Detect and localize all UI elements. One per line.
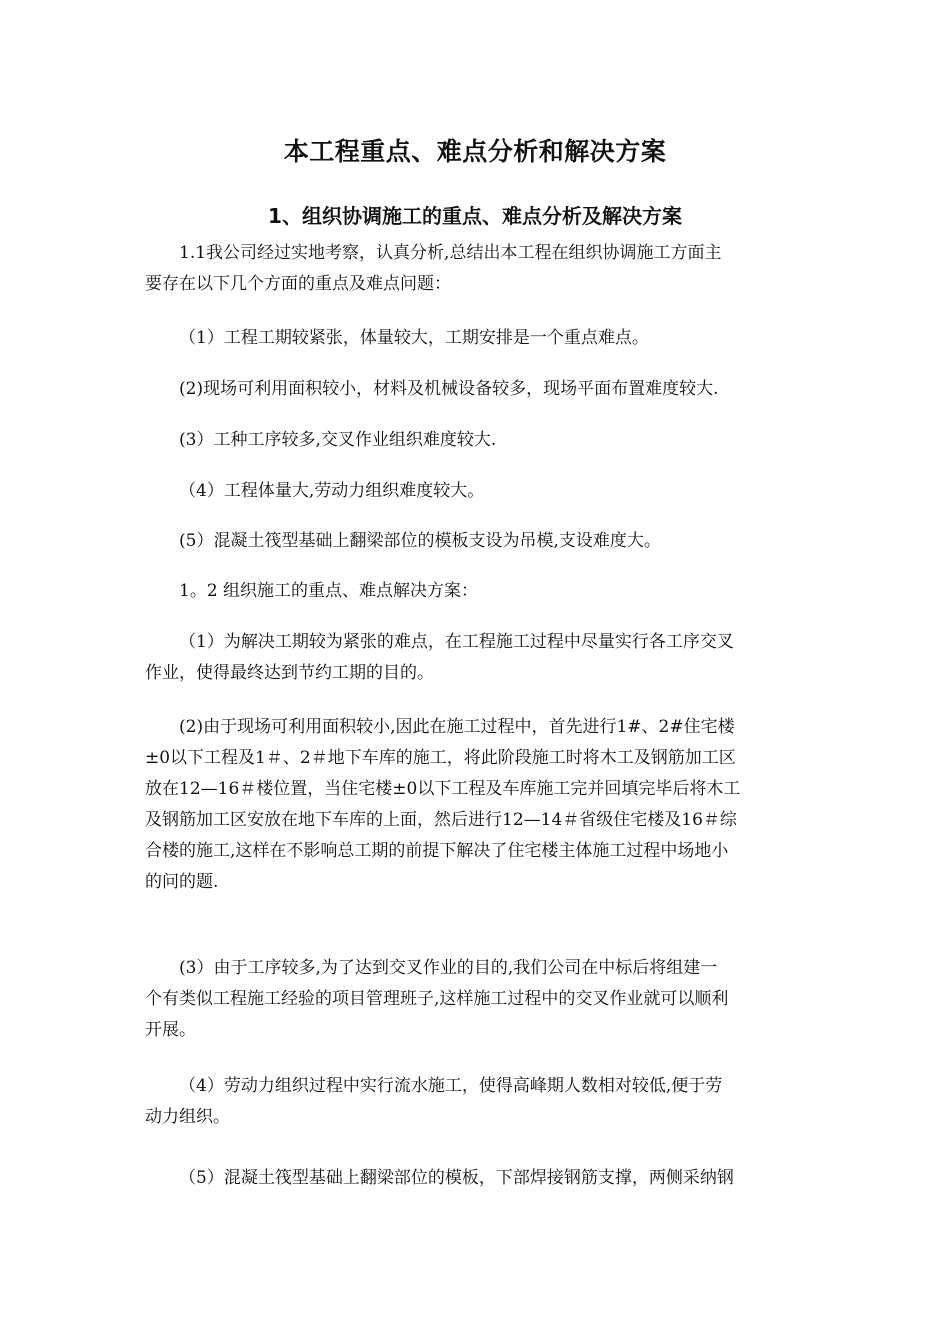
solution-1 bbox=[145, 627, 811, 689]
solution-2 bbox=[145, 712, 811, 898]
paragraph-line: 的问的题. bbox=[145, 872, 219, 892]
paragraph-item-1 bbox=[145, 323, 811, 354]
paragraph-line: (5）混凝土筏型基础上翻梁部位的模板支设为吊模,支设难度大。 bbox=[179, 531, 661, 551]
page-title: 本工程重点、难点分析和解决方案 bbox=[283, 137, 667, 166]
solution-4 bbox=[145, 1071, 811, 1133]
paragraph-line: 要存在以下几个方面的重点及难点问题： bbox=[145, 274, 451, 294]
paragraph-line: 及钢筋加工区安放在地下车库的上面，然后进行12—14＃省级住宅楼及16＃综 bbox=[145, 810, 737, 830]
paragraph-item-3 bbox=[145, 425, 811, 456]
paragraph-item-2 bbox=[145, 374, 811, 405]
paragraph-line: （4）劳动力组织过程中实行流水施工，使得高峰期人数相对较低,便于劳 bbox=[179, 1076, 723, 1096]
paragraph-item-5 bbox=[145, 526, 811, 557]
paragraph-line: 动力组织。 bbox=[145, 1107, 230, 1127]
paragraph-line: （4）工程体量大,劳动力组织难度较大。 bbox=[179, 481, 485, 501]
paragraph-line: （1）为解决工期较为紧张的难点，在工程施工过程中尽量实行各工序交叉 bbox=[179, 632, 734, 652]
solution-5 bbox=[145, 1163, 811, 1194]
paragraph-item-4 bbox=[145, 476, 811, 507]
paragraph-line: 开展。 bbox=[145, 1020, 196, 1040]
paragraph-line: ±0以下工程及1＃、2＃地下车库的施工，将此阶段施工时将木工及钢筋加工区 bbox=[145, 748, 736, 768]
paragraph-1-2 bbox=[145, 576, 811, 607]
paragraph-line: 个有类似工程施工经验的项目管理班子,这样施工过程中的交叉作业就可以顺利 bbox=[145, 989, 729, 1009]
section-heading: 1、组织协调施工的重点、难点分析及解决方案 bbox=[268, 204, 682, 228]
paragraph-line: 作业，使得最终达到节约工期的目的。 bbox=[145, 663, 434, 683]
paragraph-line: （5）混凝土筏型基础上翻梁部位的模板，下部焊接钢筋支撑，两侧采纳钢 bbox=[179, 1168, 734, 1188]
paragraph-line: (3）工种工序较多,交叉作业组织难度较大. bbox=[179, 430, 497, 450]
solution-3 bbox=[145, 953, 811, 1046]
paragraph-line: (3）由于工序较多,为了达到交叉作业的目的,我们公司在中标后将组建一 bbox=[179, 958, 718, 978]
paragraph-line: 1.1我公司经过实地考察，认真分析,总结出本工程在组织协调施工方面主 bbox=[179, 243, 722, 263]
paragraph-line: （1）工程工期较紧张，体量较大，工期安排是一个重点难点。 bbox=[179, 328, 649, 348]
paragraph-line: 放在12—16＃楼位置，当住宅楼±0以下工程及车库施工完并回填完毕后将木工 bbox=[145, 779, 741, 799]
paragraph-line: (2)由于现场可利用面积较小,因此在施工过程中，首先进行1#、2#住宅楼 bbox=[179, 717, 735, 737]
paragraph-1-1 bbox=[145, 238, 811, 300]
paragraph-line: 1。2 组织施工的重点、难点解决方案： bbox=[179, 581, 479, 601]
paragraph-line: 合楼的施工,这样在不影响总工期的前提下解决了住宅楼主体施工过程中场地小 bbox=[145, 841, 729, 861]
paragraph-line: (2)现场可利用面积较小，材料及机械设备较多，现场平面布置难度较大. bbox=[179, 379, 719, 399]
